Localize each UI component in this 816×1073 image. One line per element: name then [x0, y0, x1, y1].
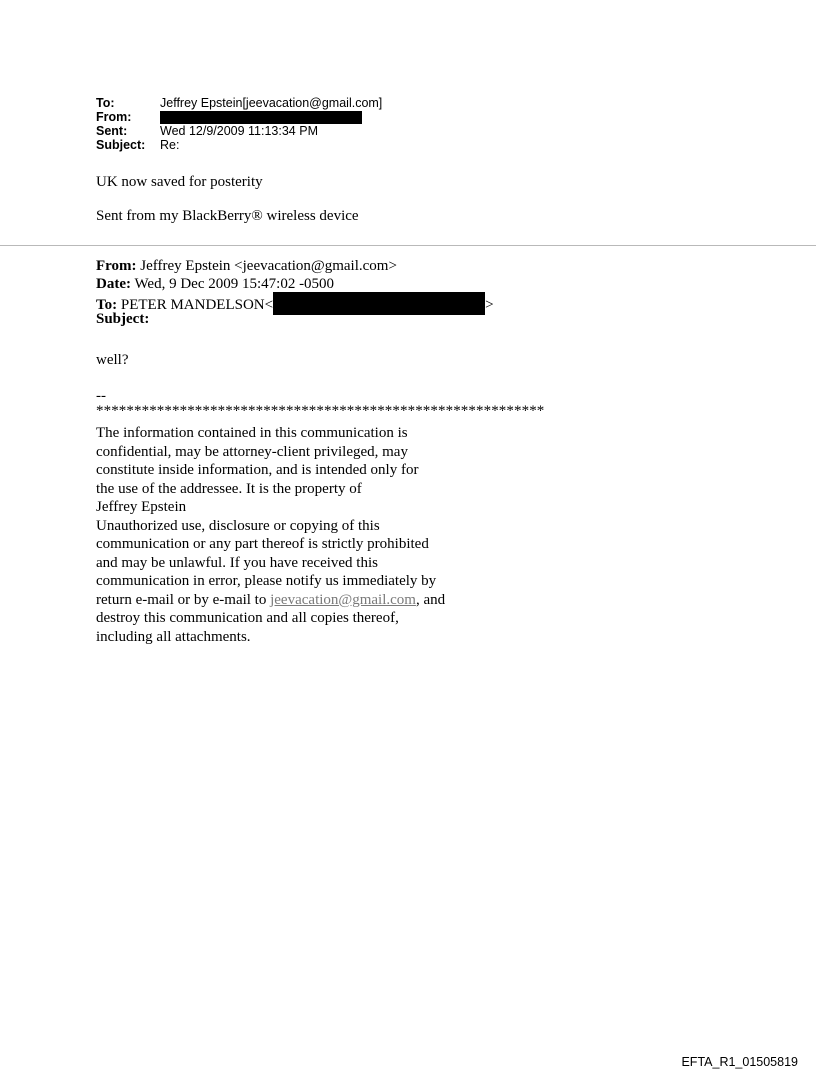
disclaimer-line: including all attachments. — [96, 628, 251, 645]
quoted-header — [96, 257, 494, 327]
quoted-date-row — [96, 275, 494, 293]
reply-signature: Sent from my BlackBerry® wireless device — [96, 208, 359, 224]
header-from-row — [96, 110, 382, 124]
disclaimer-line: Unauthorized use, disclosure or copying of this — [96, 517, 380, 534]
header-subject-row — [96, 138, 382, 152]
to-value: Jeffrey Epstein[jeevacation@gmail.com] — [160, 96, 383, 110]
disclaimer-line: communication in error, please notify us immediately by — [96, 573, 437, 589]
subject-label: Subject: — [96, 138, 146, 152]
quoted-from-value: Jeffrey Epstein <jeevacation@gmail.com> — [140, 258, 397, 274]
disclaimer-line: confidential, may be attorney-client privileged, may — [96, 443, 408, 460]
quoted-to-row — [96, 292, 494, 313]
from-label: From: — [96, 110, 132, 124]
header-sent-row — [96, 124, 382, 138]
sent-value: Wed 12/9/2009 11:13:34 PM — [160, 124, 318, 138]
disclaimer-line: Jeffrey Epstein — [96, 499, 187, 515]
confidentiality-disclaimer — [96, 424, 445, 646]
quoted-to-redaction — [273, 292, 485, 315]
disclaimer-text: return e-mail or by e-mail to — [96, 591, 271, 608]
to-label: To: — [96, 96, 115, 110]
disclaimer-line: constitute inside information, and is intended only for — [96, 462, 419, 478]
disclaimer-line: and may be unlawful. If you have received this — [96, 554, 378, 571]
quoted-body: well? — [96, 352, 129, 368]
disclaimer-line: The information contained in this communication is — [96, 425, 408, 441]
disclaimer-line-with-link — [96, 591, 445, 610]
message-divider — [0, 245, 816, 246]
quoted-date-value: Wed, 9 Dec 2009 15:47:02 -0500 — [134, 275, 335, 292]
quoted-to-label: To: — [96, 297, 118, 313]
quoted-date-label: Date: — [96, 275, 131, 292]
quoted-to-value: PETER MANDELSON< — [120, 297, 274, 313]
signature-stars: *********************************************************** — [96, 403, 545, 419]
subject-value: Re: — [160, 138, 180, 152]
disclaimer-line: destroy this communication and all copies thereof, — [96, 610, 399, 626]
from-redaction — [160, 111, 362, 124]
email-header — [96, 96, 382, 152]
quoted-subject-label: Subject: — [96, 310, 150, 327]
email-link[interactable]: jeevacation@gmail.com — [270, 591, 416, 608]
quoted-to-close: > — [485, 297, 494, 313]
signature-dashes: -- — [96, 388, 106, 404]
quoted-from-row — [96, 257, 494, 275]
disclaimer-line: the use of the addressee. It is the property of — [96, 480, 362, 497]
document-id: EFTA_R1_01505819 — [681, 1055, 798, 1069]
quoted-from-label: From: — [96, 258, 137, 274]
disclaimer-text: , and — [415, 591, 446, 608]
header-to-row — [96, 96, 382, 110]
reply-body: UK now saved for posterity — [96, 174, 263, 190]
sent-label: Sent: — [96, 124, 128, 138]
disclaimer-line: communication or any part thereof is strictly prohibited — [96, 536, 429, 552]
